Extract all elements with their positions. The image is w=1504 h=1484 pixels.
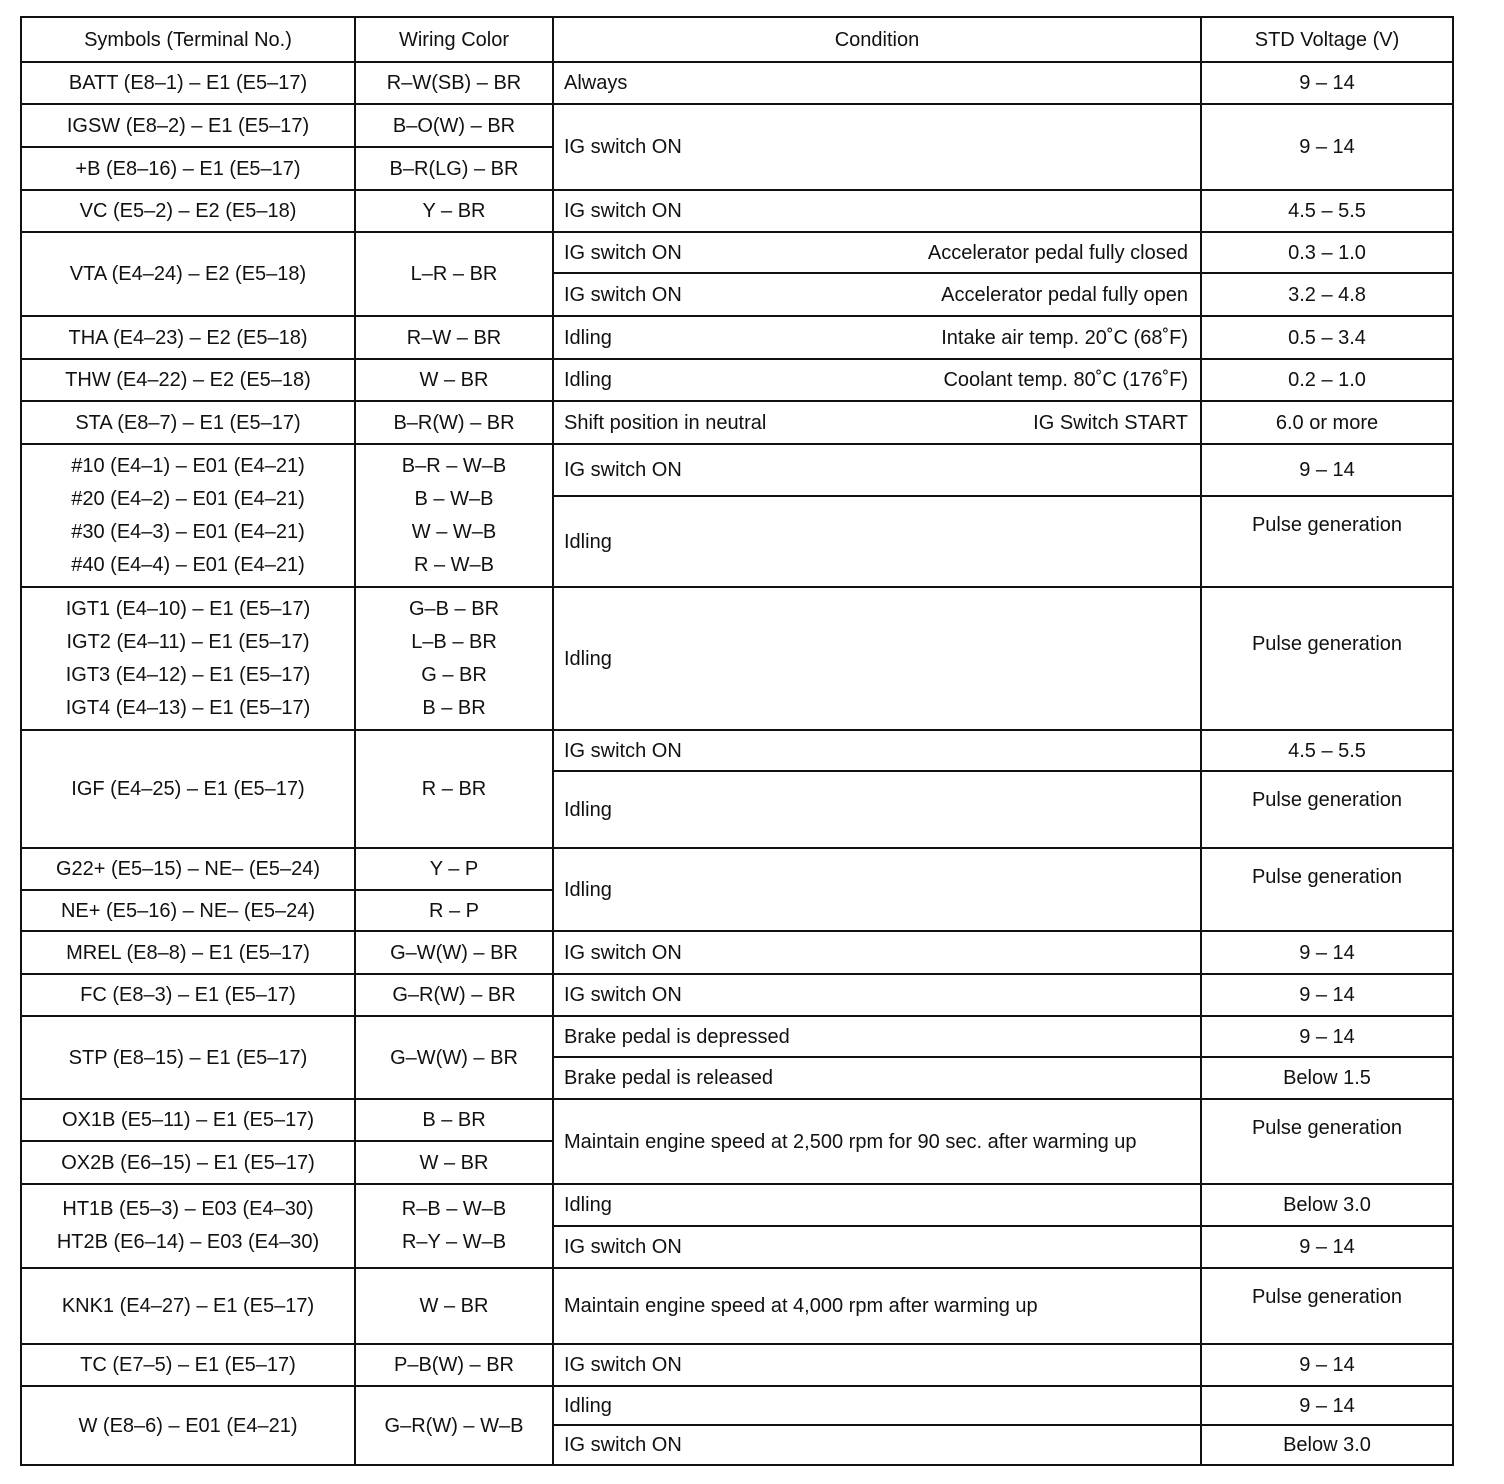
symbol-cell: STA (E8–7) – E1 (E5–17) [75, 411, 301, 434]
header-symbols: Symbols (Terminal No.) [84, 29, 292, 51]
voltage-cell: Pulse generation [1251, 789, 1403, 811]
condition-cell: Idling [564, 878, 612, 901]
voltage-cell: 9 – 14 [1299, 1236, 1355, 1258]
symbol-cell: G22+ (E5–15) – NE– (E5–24) [55, 858, 321, 880]
symbol-line: #40 (E4–4) – E01 (E4–21) [71, 553, 305, 576]
symbol-cell [22, 445, 354, 586]
wiring-cell: B–R(LG) – BR [389, 157, 519, 180]
condition-cell: Idling [564, 798, 612, 821]
wiring-line: R–Y – W–B [401, 1231, 507, 1253]
condition-cell: IG switch ON [564, 459, 682, 481]
wiring-cell: R – P [428, 899, 480, 922]
wiring-line: B – W–B [414, 487, 494, 510]
wiring-line: R–B – W–B [401, 1198, 507, 1220]
wiring-cell: B–R(W) – BR [393, 411, 515, 434]
voltage-cell: 0.5 – 3.4 [1288, 326, 1366, 349]
condition-detail: Intake air temp. 20˚C (68˚F) [941, 326, 1188, 349]
wiring-line: R – W–B [413, 553, 495, 576]
header-condition: Condition [834, 29, 920, 51]
symbol-cell: FC (E8–3) – E1 (E5–17) [80, 984, 296, 1006]
condition-cell [554, 317, 1200, 358]
voltage-cell: Pulse generation [1251, 1117, 1403, 1139]
voltage-cell: Pulse generation [1251, 633, 1403, 655]
condition-detail: Accelerator pedal fully open [941, 283, 1188, 306]
symbol-cell: MREL (E8–8) – E1 (E5–17) [66, 941, 310, 964]
condition-detail: Accelerator pedal fully closed [927, 241, 1188, 264]
voltage-cell: 9 – 14 [1299, 136, 1355, 158]
symbol-cell: NE+ (E5–16) – NE– (E5–24) [60, 899, 316, 922]
wiring-cell: R–W(SB) – BR [386, 72, 522, 94]
wiring-cell: R–W – BR [406, 326, 502, 349]
symbol-cell: VTA (E4–24) – E2 (E5–18) [69, 263, 307, 285]
symbol-cell: THA (E4–23) – E2 (E5–18) [68, 326, 308, 349]
condition-cell: Brake pedal is released [564, 1067, 774, 1089]
wiring-cell: Y – BR [422, 200, 486, 222]
voltage-cell: 9 – 14 [1299, 1354, 1355, 1376]
voltage-cell: Below 3.0 [1283, 1194, 1371, 1216]
header-std-voltage: STD Voltage (V) [1254, 29, 1400, 51]
voltage-cell: 3.2 – 4.8 [1288, 283, 1366, 306]
condition-cell: Idling [564, 1394, 612, 1417]
symbol-line: #20 (E4–2) – E01 (E4–21) [71, 487, 305, 510]
condition-cell: IG switch ON [564, 1434, 682, 1456]
symbol-cell: TC (E7–5) – E1 (E5–17) [80, 1354, 296, 1376]
condition-state: Shift position in neutral [564, 411, 767, 434]
condition-cell: Idling [564, 530, 612, 553]
symbol-line: IGT3 (E4–12) – E1 (E5–17) [65, 663, 311, 686]
voltage-cell: Below 1.5 [1283, 1067, 1371, 1089]
wiring-line: L–B – BR [411, 630, 497, 653]
condition-state: Idling [564, 326, 612, 349]
voltage-cell: 9 – 14 [1299, 72, 1355, 94]
wiring-cell: Y – P [429, 858, 479, 880]
symbol-cell: IGF (E4–25) – E1 (E5–17) [71, 778, 305, 800]
symbol-cell: KNK1 (E4–27) – E1 (E5–17) [61, 1295, 315, 1317]
wiring-cell: G–R(W) – W–B [384, 1414, 524, 1437]
symbol-cell: VC (E5–2) – E2 (E5–18) [79, 200, 297, 222]
wiring-cell: B–O(W) – BR [392, 114, 516, 137]
wiring-cell: B – BR [422, 1109, 486, 1131]
wiring-cell: G–W(W) – BR [390, 941, 518, 964]
symbol-line: #10 (E4–1) – E01 (E4–21) [71, 454, 305, 477]
voltage-cell: Pulse generation [1251, 514, 1403, 536]
voltage-cell: Pulse generation [1251, 866, 1403, 888]
symbol-line: HT2B (E6–14) – E03 (E4–30) [56, 1231, 320, 1253]
voltage-cell: 4.5 – 5.5 [1288, 200, 1366, 222]
terminal-voltage-table [20, 16, 1454, 1466]
condition-cell: IG switch ON [564, 984, 682, 1006]
wiring-cell: G–W(W) – BR [390, 1046, 518, 1069]
condition-cell: IG switch ON [564, 1354, 682, 1376]
condition-cell [554, 233, 1200, 272]
symbol-cell: BATT (E8–1) – E1 (E5–17) [68, 72, 308, 94]
condition-cell: IG switch ON [564, 941, 682, 964]
condition-cell [554, 402, 1200, 443]
wiring-line: B–R – W–B [401, 454, 507, 477]
condition-state: IG switch ON [564, 241, 682, 264]
wiring-cell: W – BR [419, 1295, 489, 1317]
symbol-cell [22, 1185, 354, 1267]
condition-cell: Idling [564, 1194, 612, 1216]
symbol-cell: IGSW (E8–2) – E1 (E5–17) [66, 114, 310, 137]
condition-cell: Idling [564, 647, 612, 670]
condition-cell: Brake pedal is depressed [564, 1025, 790, 1048]
symbol-cell: THW (E4–22) – E2 (E5–18) [65, 369, 311, 391]
condition-cell: IG switch ON [564, 136, 682, 158]
symbol-cell: OX2B (E6–15) – E1 (E5–17) [61, 1151, 315, 1174]
symbol-cell: OX1B (E5–11) – E1 (E5–17) [62, 1109, 314, 1131]
condition-cell [554, 274, 1200, 315]
wiring-line: G–B – BR [408, 597, 500, 620]
wiring-cell: R – BR [421, 778, 487, 800]
symbol-cell: STP (E8–15) – E1 (E5–17) [68, 1046, 308, 1069]
voltage-cell: 0.3 – 1.0 [1288, 241, 1366, 264]
symbol-cell: +B (E8–16) – E1 (E5–17) [75, 157, 301, 180]
symbol-cell [22, 588, 354, 729]
voltage-cell: 9 – 14 [1299, 1025, 1355, 1048]
wiring-cell: W – BR [419, 369, 489, 391]
wiring-cell [356, 588, 552, 729]
wiring-line: G – BR [421, 663, 487, 686]
wiring-cell: W – BR [419, 1151, 489, 1174]
header-wiring-color: Wiring Color [398, 29, 510, 51]
voltage-cell: 9 – 14 [1299, 941, 1355, 964]
wiring-line: B – BR [422, 696, 486, 719]
condition-cell: Maintain engine speed at 2,500 rpm for 90 sec. after warming up [564, 1130, 1137, 1153]
wiring-cell [356, 445, 552, 586]
wiring-cell [356, 1185, 552, 1267]
condition-cell [554, 360, 1200, 400]
voltage-cell: 6.0 or more [1275, 411, 1379, 434]
voltage-cell: 9 – 14 [1299, 984, 1355, 1006]
wiring-cell: G–R(W) – BR [392, 984, 516, 1006]
voltage-cell: 4.5 – 5.5 [1288, 739, 1366, 762]
condition-detail: Coolant temp. 80˚C (176˚F) [943, 369, 1188, 391]
symbol-cell: W (E8–6) – E01 (E4–21) [78, 1414, 298, 1437]
condition-cell: Always [564, 72, 628, 94]
symbol-line: IGT1 (E4–10) – E1 (E5–17) [65, 597, 311, 620]
condition-detail: IG Switch START [1033, 411, 1188, 434]
voltage-cell: 0.2 – 1.0 [1288, 369, 1366, 391]
wiring-cell: L–R – BR [410, 263, 498, 285]
voltage-cell: Pulse generation [1251, 1286, 1403, 1308]
symbol-line: #30 (E4–3) – E01 (E4–21) [71, 520, 305, 543]
symbol-line: HT1B (E5–3) – E03 (E4–30) [62, 1198, 314, 1220]
voltage-cell: 9 – 14 [1299, 459, 1355, 481]
condition-state: IG switch ON [564, 283, 682, 306]
voltage-cell: Below 3.0 [1283, 1434, 1371, 1456]
condition-cell: IG switch ON [564, 1236, 682, 1258]
condition-cell: IG switch ON [564, 200, 682, 222]
condition-cell: IG switch ON [564, 739, 682, 762]
symbol-line: IGT2 (E4–11) – E1 (E5–17) [66, 630, 310, 653]
condition-cell: Maintain engine speed at 4,000 rpm after warming up [564, 1295, 1038, 1317]
wiring-cell: P–B(W) – BR [393, 1354, 515, 1376]
condition-state: Idling [564, 369, 612, 391]
voltage-cell: 9 – 14 [1299, 1394, 1355, 1417]
wiring-line: W – W–B [411, 520, 497, 543]
symbol-line: IGT4 (E4–13) – E1 (E5–17) [65, 696, 311, 719]
